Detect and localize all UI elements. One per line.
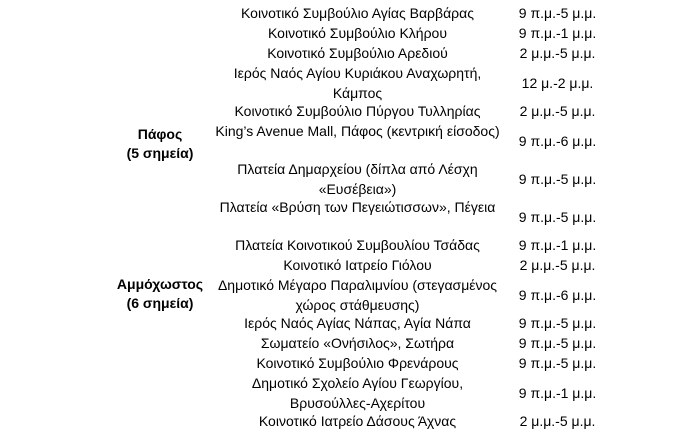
hours-cell: 9 π.μ.-5 μ.μ. [518,209,597,225]
location-cell: Κοινοτικό Συμβούλιο Πύργου Τυλληρίας [234,103,481,119]
region-name: Πάφος [137,126,183,142]
hours-cell: 9 π.μ.-5 μ.μ. [518,355,597,371]
hours-cell: 9 π.μ.-1 μ.μ. [518,237,597,253]
hours-cell: 9 π.μ.-5 μ.μ. [518,335,597,351]
location-cell: Δημοτικό Μέγαρο Παραλιμνίου (στεγασμένος χώρος στάθμευσης) [217,277,498,313]
hours-cell: 9 π.μ.-1 μ.μ. [518,25,597,41]
region-count: (6 σημεία) [126,295,194,311]
location-cell: Κοινοτικό Ιατρείο Δάσους Άχνας [258,413,457,429]
hours-cell: 9 π.μ.-6 μ.μ. [518,133,597,149]
location-cell: Κοινοτικό Συμβούλιο Φρενάρους [256,355,459,371]
hours-cell: 9 π.μ.-1 μ.μ. [518,385,597,401]
location-cell: Κοινοτικό Συμβούλιο Αγίας Βαρβάρας [241,5,474,21]
region-name: Αμμόχωστος [116,276,204,292]
location-cell: Κοινοτικό Ιατρείο Γιόλου [283,257,432,273]
hours-cell: 9 π.μ.-6 μ.μ. [518,287,597,303]
location-cell: King’s Avenue Mall, Πάφος (κεντρική είσοδος) [215,123,500,139]
location-cell: Ιερός Ναός Αγίας Νάπας, Αγία Νάπα [244,315,471,331]
location-cell: Ιερός Ναός Αγίου Κυριάκου Αναχωρητή, Κάμπος [233,65,482,101]
hours-cell: 9 π.μ.-5 μ.μ. [518,5,597,21]
hours-cell: 2 μ.μ.-5 μ.μ. [519,45,596,61]
location-cell: Σωματείο «Ονήσιλος», Σωτήρα [260,335,455,351]
location-cell: Δημοτικό Σχολείο Αγίου Γεωργίου, Βρυσούλλες-Αχερίτου [251,375,464,411]
hours-cell: 2 μ.μ.-5 μ.μ. [519,103,596,119]
location-cell: Πλατεία «Βρύση των Πεγειώτισσων», Πέγεια [219,199,496,215]
region-count: (5 σημεία) [126,145,194,161]
location-cell: Κοινοτικό Συμβούλιο Κλήρου [268,25,447,41]
location-cell: Πλατεία Κοινοτικού Συμβουλίου Τσάδας [235,237,480,253]
hours-cell: 9 π.μ.-5 μ.μ. [518,171,597,187]
location-cell: Πλατεία Δημαρχείου (δίπλα από Λέσχη «Ευσέβεια») [237,161,478,197]
location-cell: Κοινοτικό Συμβούλιο Αρεδιού [267,45,448,61]
hours-cell: 2 μ.μ.-5 μ.μ. [519,257,596,273]
hours-cell: 12 μ.-2 μ.μ. [521,75,594,91]
hours-cell: 9 π.μ.-5 μ.μ. [518,315,597,331]
hours-cell: 2 μ.μ.-5 μ.μ. [519,413,596,429]
